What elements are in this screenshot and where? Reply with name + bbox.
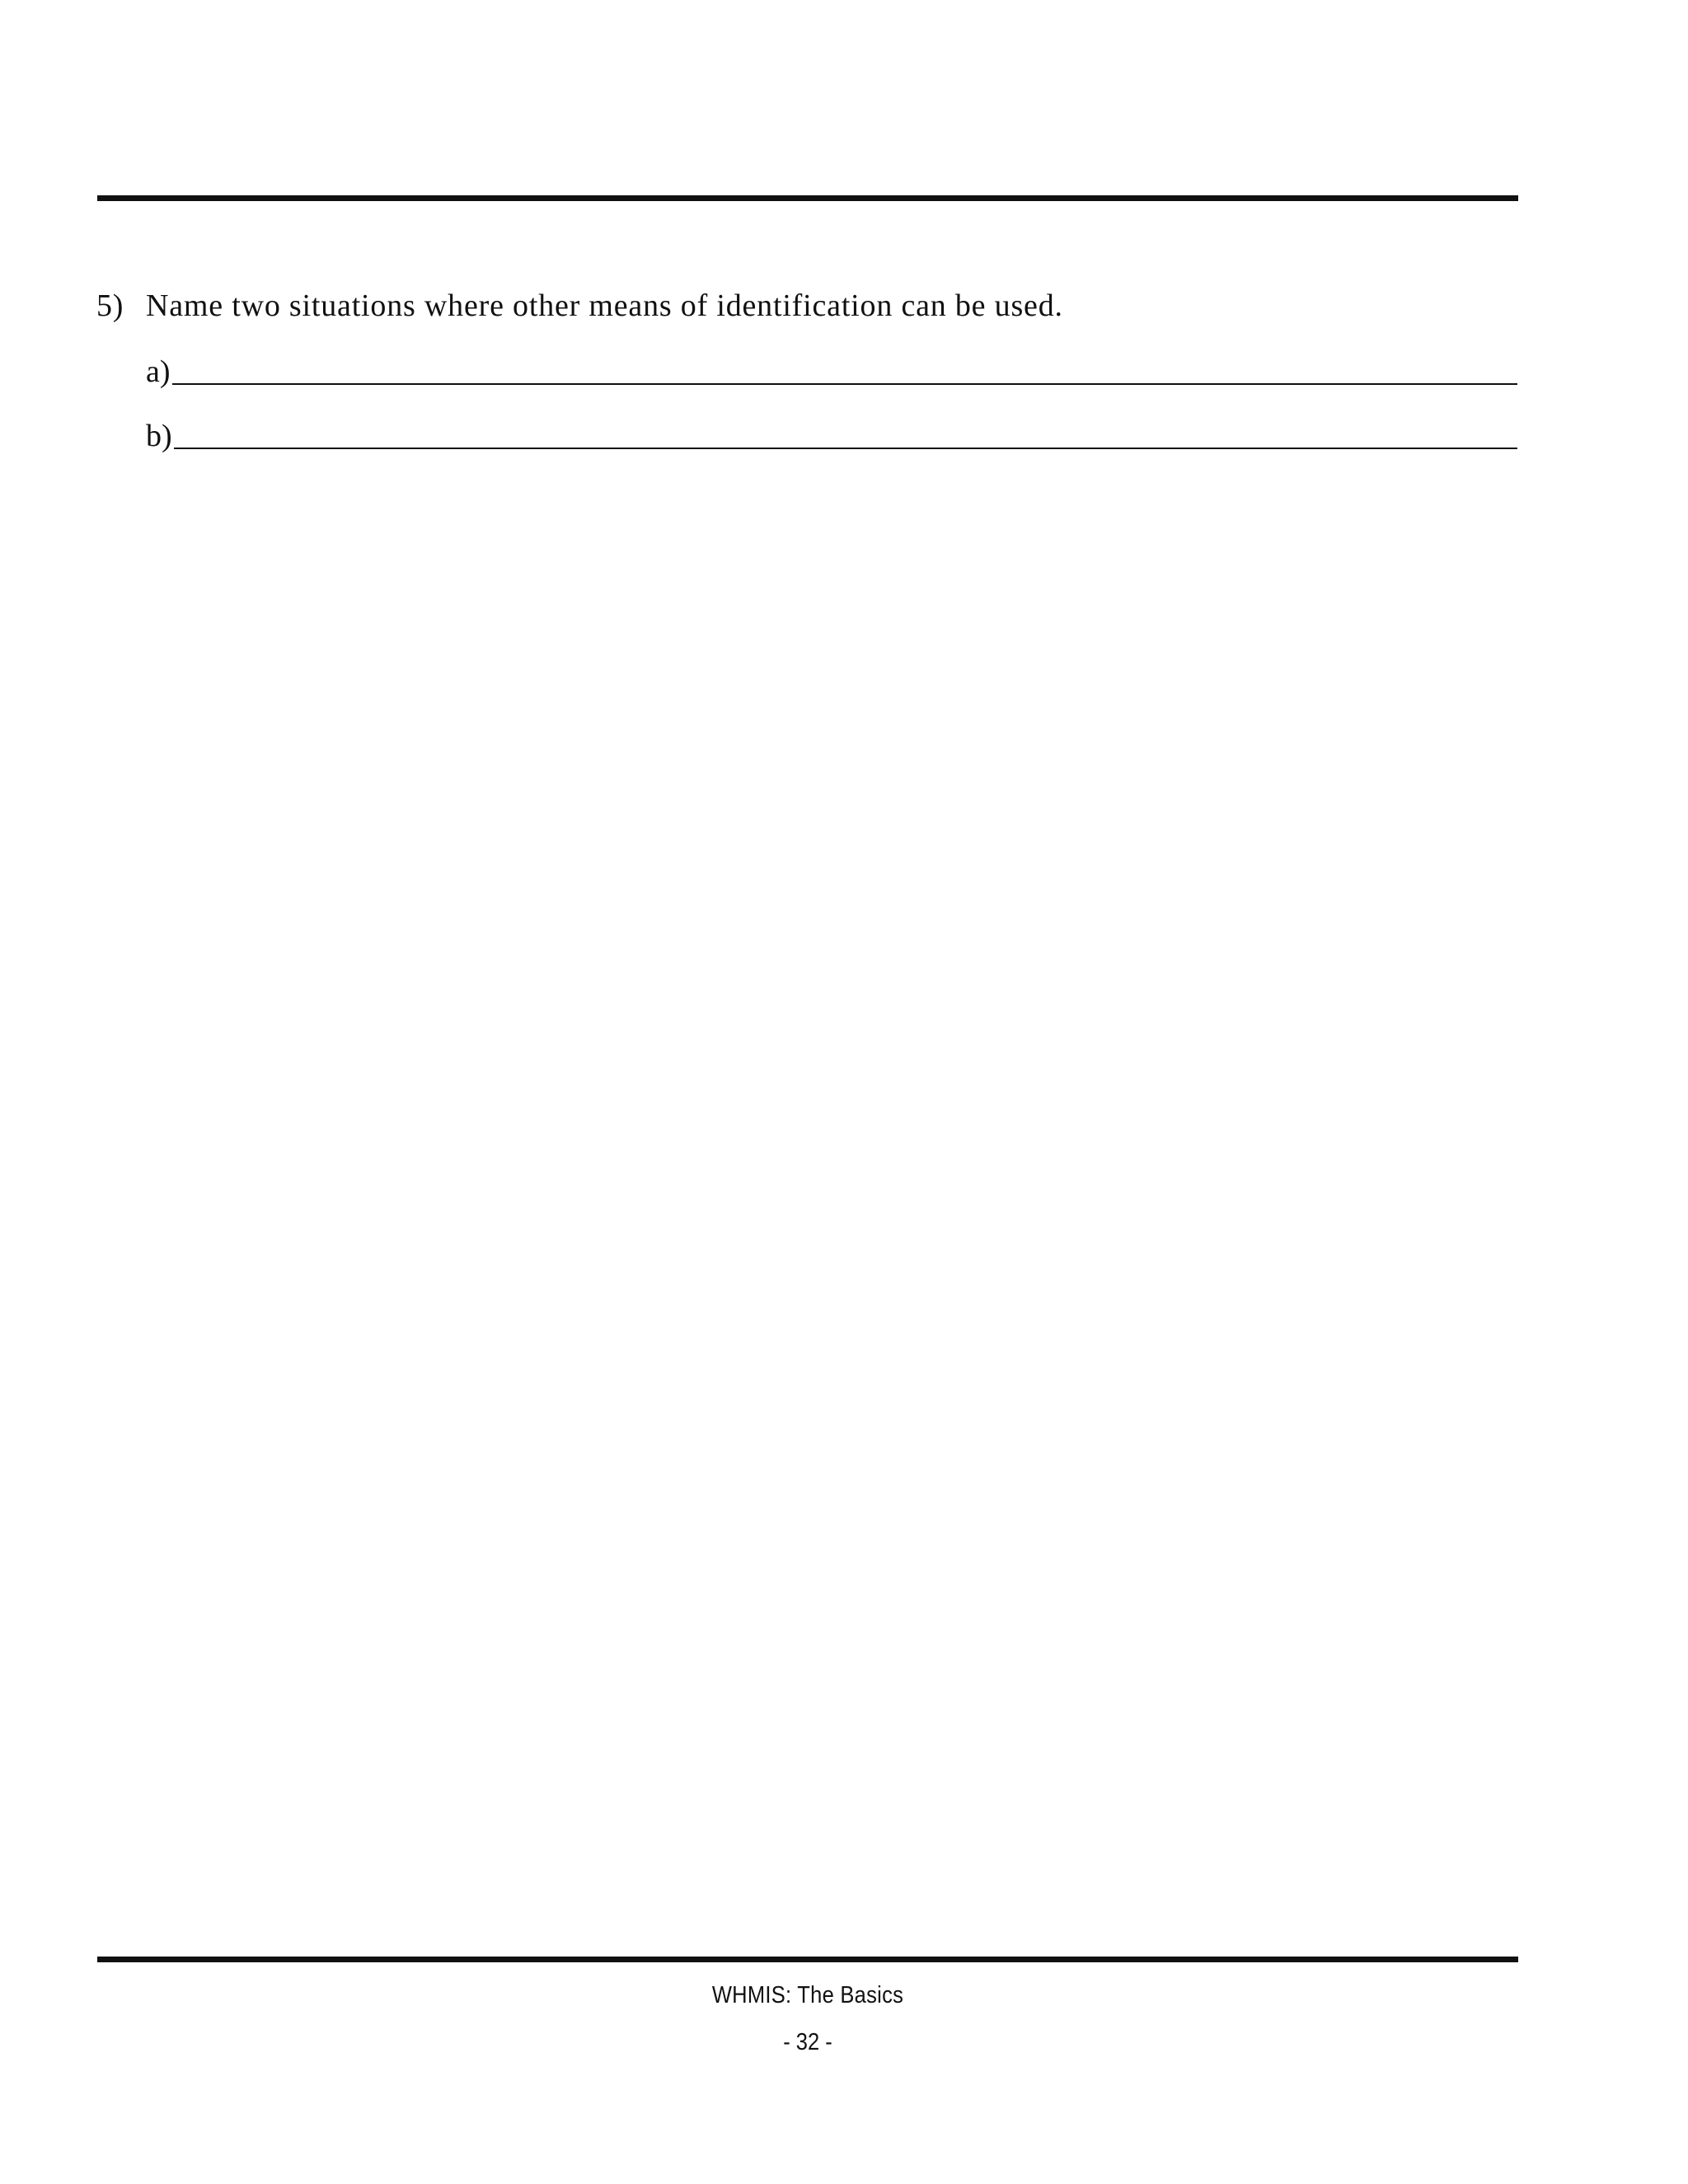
answer-b-line[interactable] xyxy=(174,448,1517,449)
answer-b-row xyxy=(146,415,1517,457)
page-number: - 32 - xyxy=(783,2029,832,2055)
bottom-rule xyxy=(97,1957,1518,1962)
top-rule xyxy=(97,195,1518,201)
answer-a-row xyxy=(146,350,1517,393)
question-5 xyxy=(96,284,1522,327)
answer-b-label: b) xyxy=(146,419,172,453)
answer-a-label: a) xyxy=(146,354,171,389)
question-text: Name two situations where other means of identification can be used. xyxy=(146,288,1063,323)
question-number: 5) xyxy=(96,288,124,323)
answer-a-line[interactable] xyxy=(172,383,1517,385)
footer-title: WHMIS: The Basics xyxy=(711,1982,904,2008)
